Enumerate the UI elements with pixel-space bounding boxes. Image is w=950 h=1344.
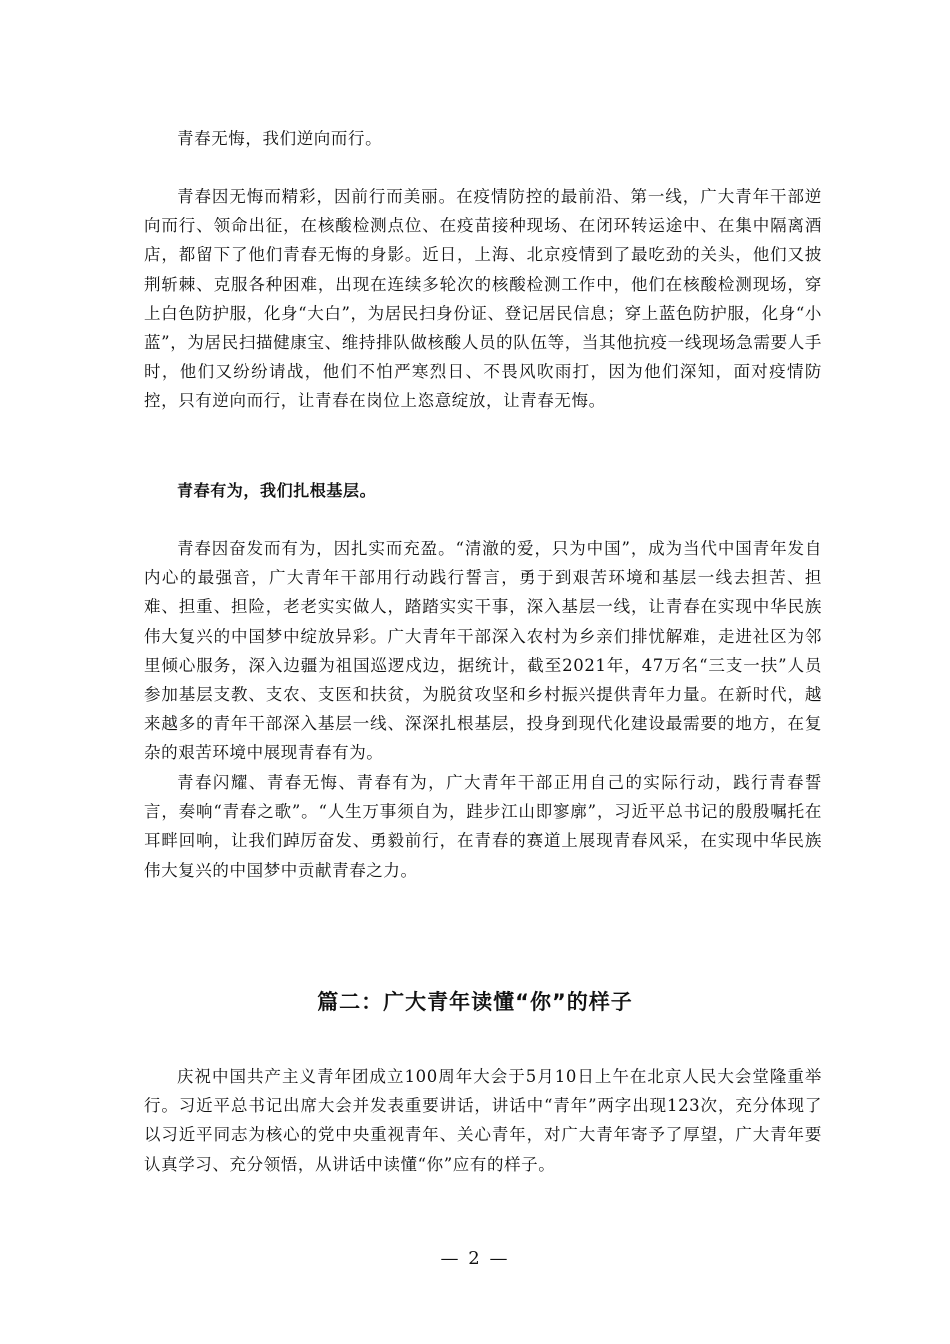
body-paragraph: 青春因奋发而有为，因扎实而充盈。“清澈的爱，只为中国”，成为当代中国青年发自内心的最强音，广大青年干部用行动践行誓言，勇于到艰苦环境和基层一线去担苦、担难、担重、担险，老老实实做人，踏踏实实干事，深入基层一线，让青春在实现中华民族伟大复兴的中国梦中绽放异彩。广大青年干部深入农村为乡亲们排忧解难，走进社区为邻里倾心服务，深入边疆为祖国巡逻戍边，据统计，截至2021年，47万名“三支一扶”人员参加基层支教、支农、支医和扶贫，为脱贫攻坚和乡村振兴提供青年力量。在新时代，越来越多的青年干部深入基层一线、深深扎根基层，投身到现代化建设最需要的地方，在复杂的艰苦环境中展现青春有为。 [144,539,822,763]
page-number: — 2 — [440,1248,510,1269]
body-paragraph: 青春因无悔而精彩，因前行而美丽。在疫情防控的最前沿、第一线，广大青年干部逆向而行、领命出征，在核酸检测点位、在疫苗接种现场、在闭环转运途中、在集中隔离酒店，都留下了他们青春无悔的身影。近日，上海、北京疫情到了最吃劲的关头，他们又披荆斩棘、克服各种困难，出现在连续多轮次的核酸检测工作中，他们在核酸检测现场，穿上白色防护服，化身“大白”，为居民扫身份证、登记居民信息；穿上蓝色防护服，化身“小蓝”，为居民扫描健康宝、维持排队做核酸人员的队伍等，当其他抗疫一线现场急需要人手时，他们又纷纷请战，他们不怕严寒烈日、不畏风吹雨打，因为他们深知，面对疫情防控，只有逆向而行，让青春在岗位上恣意绽放，让青春无悔。 [144,187,822,411]
bold-subheading-paragraph: 青春有为，我们扎根基层。 [177,481,377,500]
section-title: 篇二：广大青年读懂“你”的样子 [317,990,633,1014]
subheading-paragraph: 青春无悔，我们逆向而行。 [177,129,383,148]
body-paragraph: 庆祝中国共产主义青年团成立100周年大会于5月10日上午在北京人民大会堂隆重举行。习近平总书记出席大会并发表重要讲话，讲话中“青年”两字出现123次，充分体现了以习近平同志为核心的党中央重视青年、关心青年，对广大青年寄予了厚望，广大青年要认真学习、充分领悟，从讲话中读懂“你”应有的样子。 [144,1067,822,1174]
body-paragraph: 青春闪耀、青春无悔、青春有为，广大青年干部正用自己的实际行动，践行青春誓言，奏响“青春之歌”。“人生万事须自为，跬步江山即寥廓”，习近平总书记的殷殷嘱托在耳畔回响，让我们踔厉奋发、勇毅前行，在青春的赛道上展现青春风采，在实现中华民族伟大复兴的中国梦中贡献青春之力。 [144,773,822,880]
